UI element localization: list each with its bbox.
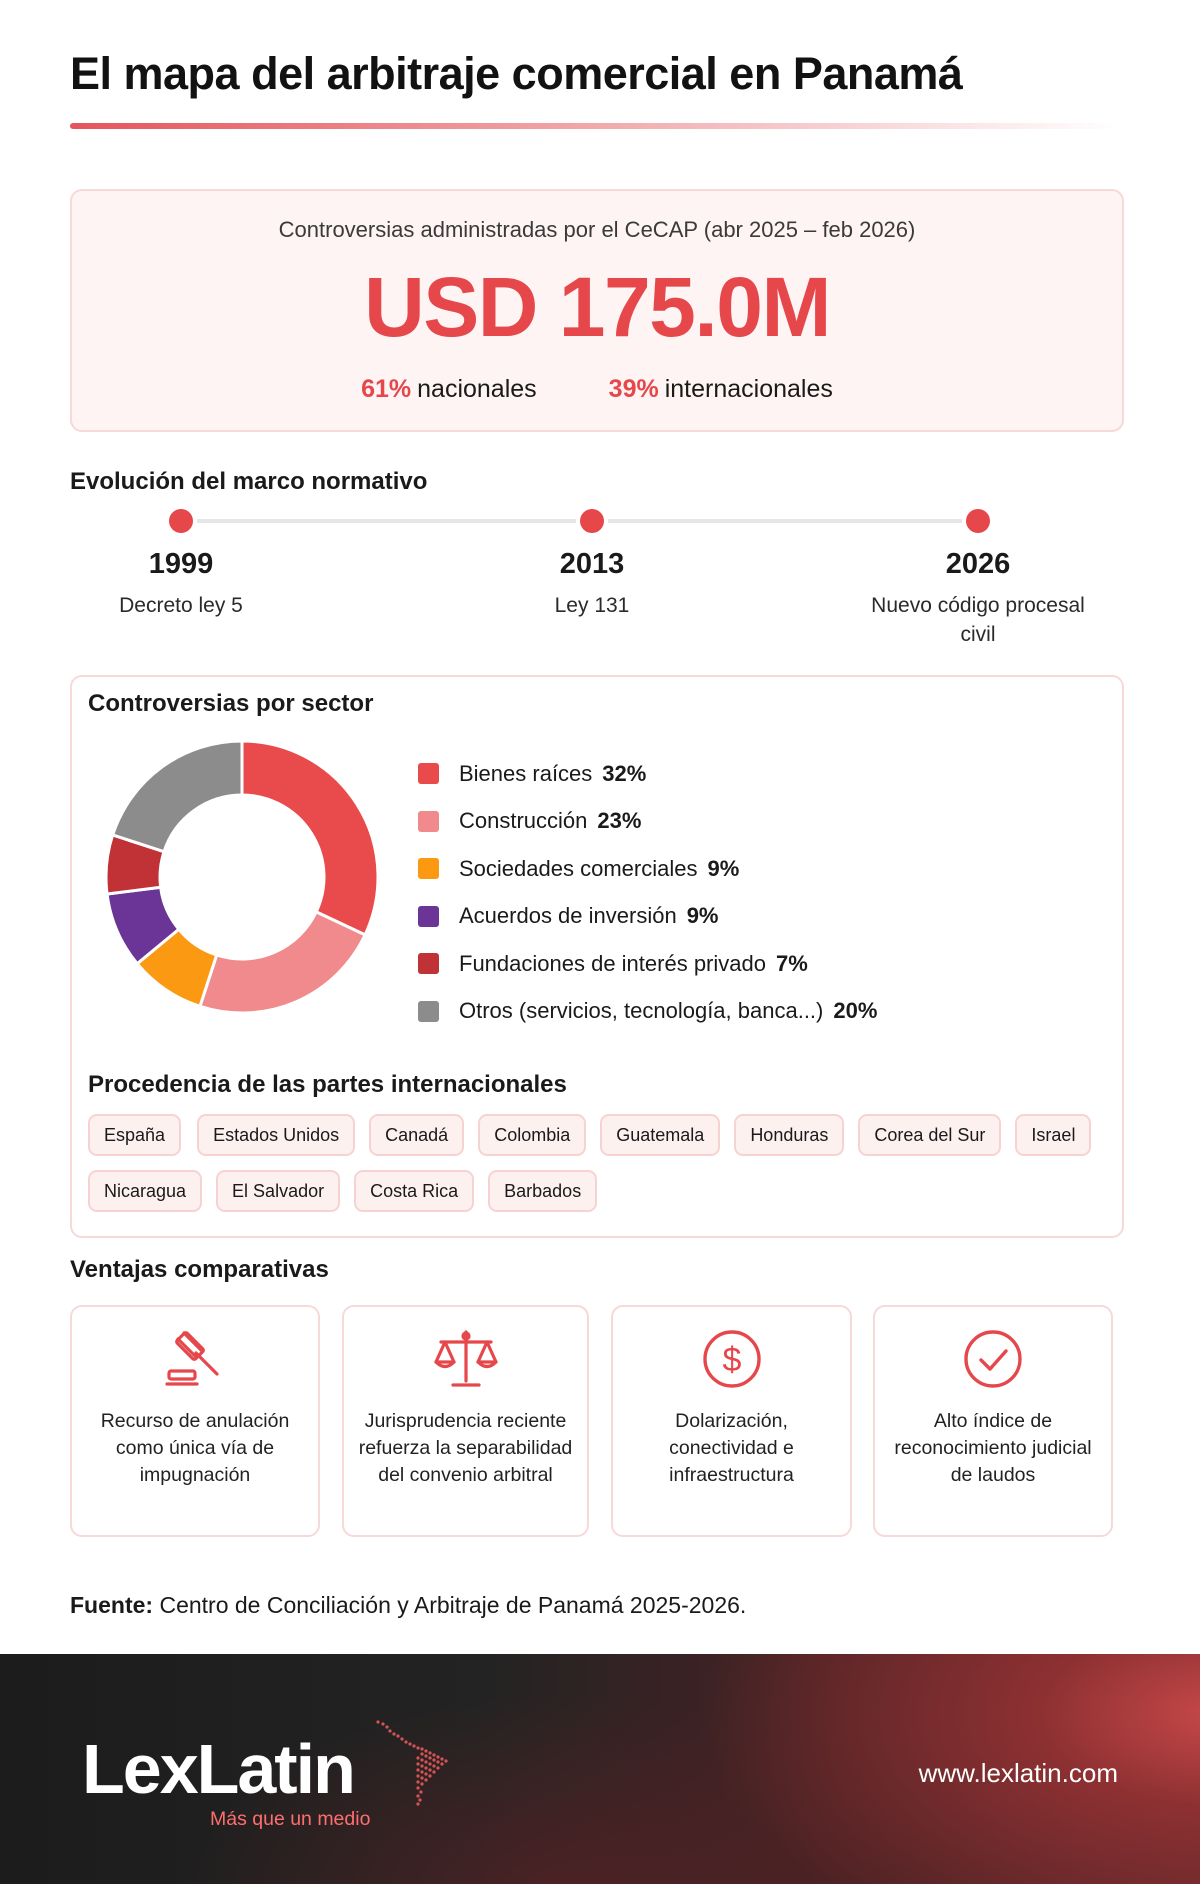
legend-label: Acuerdos de inversión	[459, 903, 677, 929]
legend-item	[418, 940, 978, 988]
sector-heading: Controversias por sector	[88, 690, 374, 717]
scales-icon	[431, 1327, 501, 1391]
origins-heading: Procedencia de las partes internacionales	[88, 1071, 567, 1098]
timeline-item	[462, 548, 722, 620]
legend-value: 9%	[707, 855, 740, 881]
legend-item	[418, 845, 978, 893]
advantage-card	[611, 1305, 852, 1537]
timeline-dot	[966, 509, 990, 533]
timeline-year: 2026	[945, 548, 1011, 580]
legend-swatch	[418, 1001, 439, 1022]
advantage-card	[342, 1305, 589, 1537]
legend-swatch	[418, 906, 439, 927]
country-chip: Guatemala	[600, 1114, 720, 1156]
international-pct: 39%	[608, 375, 659, 403]
svg-text:$: $	[722, 1341, 741, 1379]
dollar-icon	[700, 1327, 764, 1391]
logo-tagline: Más que un medio	[210, 1808, 371, 1830]
sector-legend	[418, 750, 978, 1035]
lexlatin-logo[interactable]: LexLatin	[82, 1730, 354, 1808]
legend-item	[418, 750, 978, 798]
advantages-heading: Ventajas comparativas	[70, 1256, 329, 1283]
legend-label: Fundaciones de interés privado	[459, 950, 766, 976]
source-text: Centro de Conciliación y Arbitraje de Panamá 2025-2026.	[159, 1592, 747, 1618]
timeline-dot	[580, 509, 604, 533]
timeline-dot	[169, 509, 193, 533]
legend-label: Otros (servicios, tecnología, banca...)	[459, 998, 824, 1024]
donut-slice	[242, 741, 378, 935]
country-chip: Israel	[1015, 1114, 1091, 1156]
advantage-text: Alto índice de reconocimiento judicial de laudos	[894, 1410, 1092, 1486]
hero-split	[72, 375, 1122, 404]
country-chip: Nicaragua	[88, 1170, 202, 1212]
legend-value: 7%	[775, 950, 808, 976]
hero-caption: Controversias administradas por el CeCAP (abr 2025 – feb 2026)	[278, 217, 916, 242]
timeline-heading: Evolución del marco normativo	[70, 468, 428, 495]
legend-item	[418, 798, 978, 846]
timeline-item	[848, 548, 1108, 649]
source-note	[70, 1592, 746, 1619]
country-chip: España	[88, 1114, 181, 1156]
timeline-line	[604, 519, 966, 523]
national-label: nacionales	[417, 375, 537, 403]
national-share	[361, 375, 537, 404]
legend-swatch	[418, 953, 439, 974]
advantage-card	[873, 1305, 1113, 1537]
donut-slice	[200, 912, 365, 1013]
international-share	[609, 375, 833, 404]
advantage-text: Dolarización, conectividad e infraestructura	[669, 1410, 794, 1486]
legend-swatch	[418, 811, 439, 832]
legend-item	[418, 988, 978, 1036]
advantage-card	[70, 1305, 320, 1537]
title-underline	[70, 123, 1120, 129]
latin-america-map-icon	[372, 1718, 456, 1808]
national-pct: 61%	[361, 375, 412, 403]
check-circle-icon	[961, 1327, 1025, 1391]
country-chip: Barbados	[488, 1170, 597, 1212]
country-chip: El Salvador	[216, 1170, 340, 1212]
donut-slice	[113, 741, 242, 852]
legend-item	[418, 893, 978, 941]
country-chip: Estados Unidos	[197, 1114, 355, 1156]
advantage-text: Recurso de anulación como única vía de impugnación	[100, 1410, 290, 1486]
legend-label: Construcción	[459, 808, 588, 834]
country-chip: Honduras	[734, 1114, 844, 1156]
page-title: El mapa del arbitraje comercial en Panamá	[70, 48, 963, 99]
legend-label: Bienes raíces	[459, 760, 593, 786]
country-chip: Corea del Sur	[858, 1114, 1001, 1156]
timeline-year: 1999	[148, 548, 214, 580]
sector-donut-chart	[104, 739, 380, 1015]
legend-swatch	[418, 858, 439, 879]
legend-swatch	[418, 763, 439, 784]
advantage-text: Jurisprudencia reciente refuerza la separabilidad del convenio arbitral	[358, 1410, 573, 1486]
legend-label: Sociedades comerciales	[459, 855, 698, 881]
hero-amount: USD 175.0M	[364, 260, 830, 354]
source-label: Fuente:	[70, 1592, 154, 1618]
gavel-icon	[163, 1327, 227, 1391]
legend-value: 23%	[597, 808, 642, 834]
legend-value: 20%	[833, 998, 878, 1024]
footer	[0, 1654, 1200, 1884]
country-chip: Costa Rica	[354, 1170, 474, 1212]
website-link[interactable]: www.lexlatin.com	[918, 1758, 1118, 1788]
timeline-label: Decreto ley 5	[119, 594, 243, 617]
country-chip: Canadá	[369, 1114, 464, 1156]
legend-value: 32%	[602, 760, 647, 786]
timeline-label: Ley 131	[554, 594, 630, 617]
hero-card	[70, 189, 1124, 432]
timeline-line	[192, 519, 580, 523]
timeline-label: Nuevo código procesal civil	[871, 594, 1085, 646]
timeline-item	[51, 548, 311, 620]
country-chip: Colombia	[478, 1114, 586, 1156]
country-chips	[88, 1114, 1098, 1212]
timeline-year: 2013	[559, 548, 625, 580]
legend-value: 9%	[686, 903, 719, 929]
international-label: internacionales	[664, 375, 833, 403]
